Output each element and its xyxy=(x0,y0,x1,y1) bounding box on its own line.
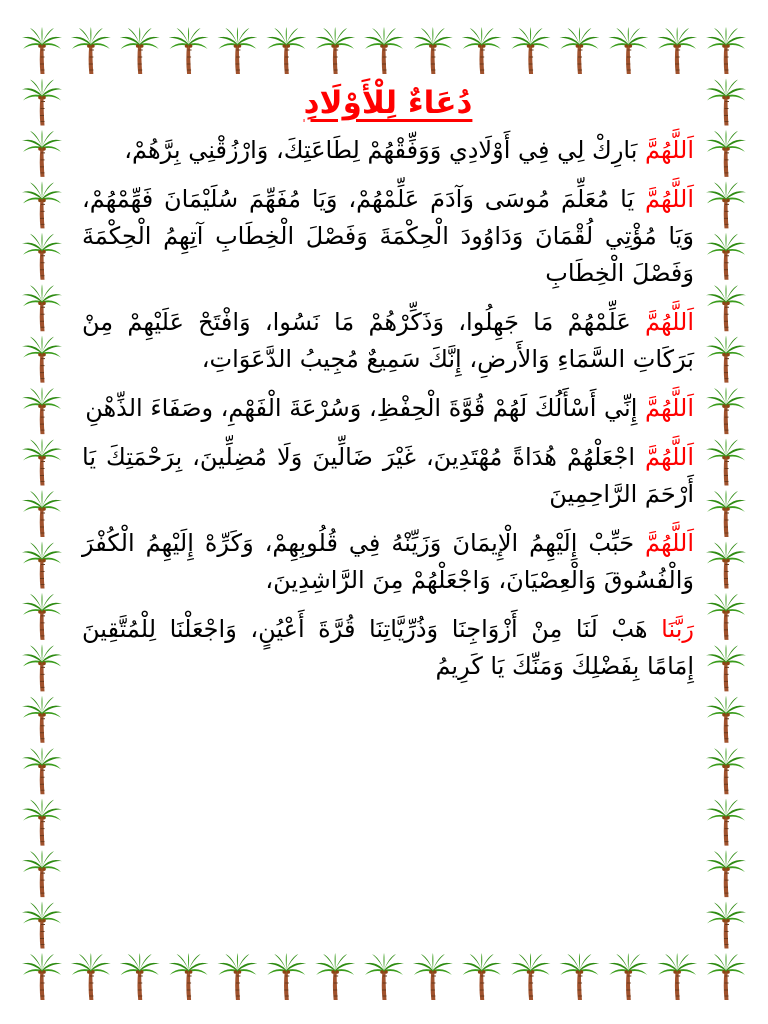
palm-tree-icon xyxy=(413,27,453,74)
palm-tree-icon xyxy=(462,953,502,1000)
dua-lead: اَللَّهُمَّ xyxy=(645,394,694,422)
palm-tree-icon xyxy=(22,284,62,331)
dua-text: عَلِّمْهُمْ مَا جَهِلُوا، وَذَكِّرْهُمْ مَا نَسُوا، وَافْتَحْ عَلَيْهِمْ مِنْ بَرَكَاتِ السَّمَاءِ وَالأَرضِ، إِنَّكَ سَمِيعٌ مُجِيبُ الدَّعَوَاتِ، xyxy=(82,308,694,373)
palm-tree-icon xyxy=(169,27,209,74)
palm-tree-icon xyxy=(706,747,746,794)
palm-tree-icon xyxy=(217,953,257,1000)
dua-text: بَارِكْ لِي فِي أَوْلَادِي وَوَفِّقْهُمْ لِطَاعَتِكَ، وَارْزُقْنِي بِرَّهُمْ، xyxy=(124,136,646,164)
palm-tree-icon xyxy=(706,953,746,1000)
palm-tree-icon xyxy=(22,696,62,743)
dua-text: إِنِّي أَسْأَلُكَ لَهُمْ قُوَّةَ الْحِفْظِ، وَسُرْعَةَ الْفَهْمِ، وصَفَاءَ الذِّهْنِ xyxy=(85,394,646,422)
palm-tree-icon xyxy=(511,27,551,74)
palm-tree-icon xyxy=(22,27,62,74)
dua-text: اجْعَلْهُمْ هُدَاةً مُهْتَدِينَ، غَيْرَ ضَالِّينَ وَلَا مُضِلِّينَ، بِرَحْمَتِكَ يَا أَرْحَمَ الرَّاحِمِينَ xyxy=(82,443,694,508)
palm-tree-icon xyxy=(608,27,648,74)
palm-tree-icon xyxy=(22,644,62,691)
dua-text: حَبِّبْ إِلَيْهِمُ الْإِيمَانَ وَزَيِّنْهُ فِي قُلُوبِهِمْ، وَكَرِّهْ إِلَيْهِمُ الْكُفْرَ وَالْفُسُوقَ وَالْعِصْيَانَ، وَاجْعَلْهُمْ مِنَ الرَّاشِدِينَ، xyxy=(82,529,694,594)
palm-tree-icon xyxy=(657,27,697,74)
palm-tree-icon xyxy=(364,953,404,1000)
palm-tree-icon xyxy=(22,799,62,846)
dua-text: يَا مُعَلِّمَ مُوسَى وَآدَمَ عَلِّمْهُمْ، وَيَا مُفَهِّمَ سُلَيْمَانَ فَهِّمْهُمْ، وَيَا مُؤْتِي لُقْمَانَ وَدَاوُودَ الْحِكْمَةَ وَفَصْلَ الْخِطَابِ آتِهِمُ الْحِكْمَةَ وَفَصْلَ الْخِطَابِ xyxy=(82,185,694,287)
palm-tree-icon xyxy=(22,439,62,486)
palm-tree-icon xyxy=(120,953,160,1000)
dua-lead: اَللَّهُمَّ xyxy=(645,136,694,164)
palm-tree-icon xyxy=(706,233,746,280)
palm-tree-icon xyxy=(266,953,306,1000)
palm-tree-icon xyxy=(22,181,62,228)
palm-tree-icon xyxy=(22,747,62,794)
palm-tree-icon xyxy=(413,953,453,1000)
dua-lead: اَللَّهُمَّ xyxy=(645,308,694,336)
palm-tree-icon xyxy=(22,953,62,1000)
palm-tree-icon xyxy=(22,902,62,949)
dua-lead: اَللَّهُمَّ xyxy=(645,185,694,213)
palm-tree-icon xyxy=(169,953,209,1000)
palm-tree-icon xyxy=(315,953,355,1000)
palm-tree-icon xyxy=(71,27,111,74)
dua-paragraph-2 xyxy=(82,181,694,292)
palm-tree-icon xyxy=(71,953,111,1000)
palm-tree-icon xyxy=(22,490,62,537)
dua-paragraph-4 xyxy=(82,390,694,427)
dua-paragraph-5 xyxy=(82,439,694,513)
palm-tree-icon xyxy=(22,593,62,640)
palm-tree-icon xyxy=(559,27,599,74)
dua-content xyxy=(82,82,694,942)
palm-tree-icon xyxy=(706,336,746,383)
palm-tree-icon xyxy=(315,27,355,74)
palm-tree-icon xyxy=(22,387,62,434)
dua-text: هَبْ لَنَا مِنْ أَزْوَاجِنَا وَذُرِّيَّاتِنَا قُرَّةَ أَعْيُنٍ، وَاجْعَلْنَا لِلْمُتَّقِينَ إِمَامًا بِفَضْلِكَ وَمَنِّكَ يَا كَرِيمُ xyxy=(82,615,694,680)
palm-tree-icon xyxy=(706,902,746,949)
palm-tree-icon xyxy=(120,27,160,74)
palm-tree-icon xyxy=(706,541,746,588)
palm-tree-icon xyxy=(559,953,599,1000)
dua-paragraph-1 xyxy=(82,132,694,169)
palm-tree-icon xyxy=(706,850,746,897)
palm-tree-icon xyxy=(706,439,746,486)
dua-lead: رَبَّنَا xyxy=(661,615,694,643)
palm-tree-icon xyxy=(608,953,648,1000)
dua-paragraph-7 xyxy=(82,611,694,685)
palm-tree-icon xyxy=(706,78,746,125)
palm-tree-icon xyxy=(706,284,746,331)
palm-tree-icon xyxy=(657,953,697,1000)
palm-tree-icon xyxy=(706,593,746,640)
palm-tree-icon xyxy=(706,696,746,743)
palm-tree-icon xyxy=(22,850,62,897)
palm-tree-icon xyxy=(706,490,746,537)
palm-tree-icon xyxy=(706,181,746,228)
palm-tree-icon xyxy=(706,130,746,177)
palm-tree-icon xyxy=(706,387,746,434)
palm-tree-icon xyxy=(364,27,404,74)
palm-tree-icon xyxy=(511,953,551,1000)
dua-lead: اَللَّهُمَّ xyxy=(645,443,694,471)
palm-tree-icon xyxy=(22,78,62,125)
dua-lead: اَللَّهُمَّ xyxy=(645,529,694,557)
palm-tree-icon xyxy=(706,644,746,691)
palm-tree-icon xyxy=(22,233,62,280)
palm-tree-icon xyxy=(266,27,306,74)
palm-tree-icon xyxy=(706,799,746,846)
page-title: دُعَاءٌ لِلْأَوْلَادِ xyxy=(303,85,473,121)
palm-tree-icon xyxy=(217,27,257,74)
dua-paragraph-3 xyxy=(82,304,694,378)
palm-tree-icon xyxy=(22,336,62,383)
palm-tree-icon xyxy=(706,27,746,74)
palm-tree-icon xyxy=(22,541,62,588)
palm-tree-icon xyxy=(462,27,502,74)
dua-paragraph-6 xyxy=(82,525,694,599)
palm-tree-icon xyxy=(22,130,62,177)
